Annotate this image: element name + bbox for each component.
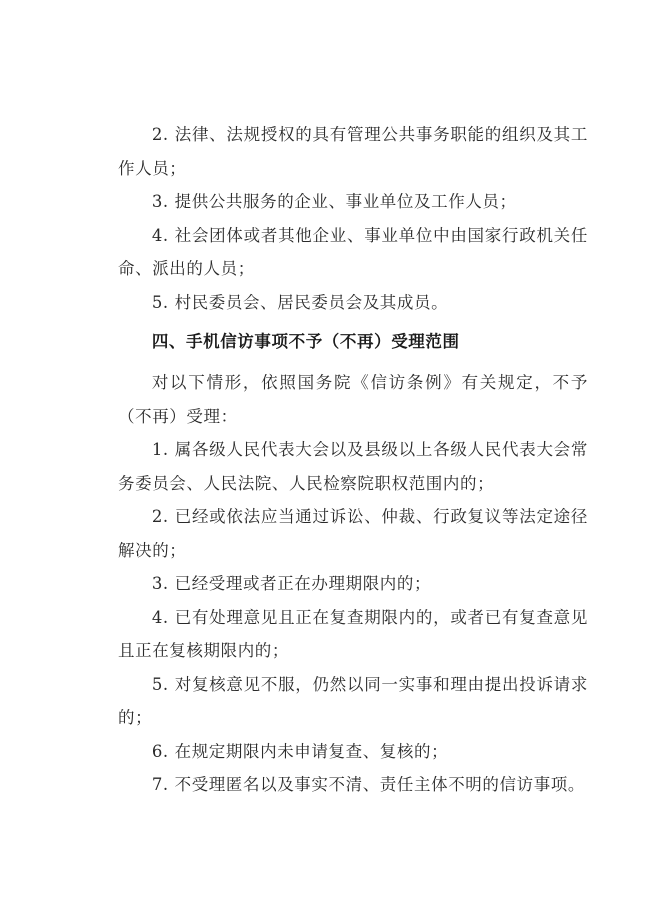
- list-item: 2. 已经或依法应当通过诉讼、仲裁、行政复议等法定途径解决的；: [118, 507, 588, 560]
- paragraph-item-2: 2. 法律、法规授权的具有管理公共事务职能的组织及其工作人员；: [118, 125, 588, 178]
- document-body: [118, 118, 588, 802]
- paragraph-item-4: 4. 社会团体或者其他企业、事业单位中由国家行政机关任命、派出的人员；: [118, 225, 588, 278]
- paragraph-item-5: 5. 村民委员会、居民委员会及其成员。: [151, 292, 449, 312]
- intro-paragraph: 对以下情形，依照国务院《信访条例》有关规定，不予（不再）受理：: [118, 373, 588, 426]
- list-item: 3. 已经受理或者正在办理期限内的；: [151, 574, 432, 593]
- list-item: 1. 属各级人民代表大会以及县级以上各级人民代表大会常务委员会、人民法院、人民检察院职权范围内的；: [118, 440, 588, 493]
- paragraph-item-3: 3. 提供公共服务的企业、事业单位及工作人员；: [151, 192, 517, 211]
- list-item: 6. 在规定期限内未申请复查、复核的；: [151, 741, 449, 761]
- section-heading: 四、手机信访事项不予（不再）受理范围: [151, 332, 460, 351]
- list-item: 5. 对复核意见不服，仍然以同一实事和理由提出投诉请求的；: [118, 674, 588, 727]
- list-item: 4. 已有处理意见且正在复查期限内的，或者已有复查意见且正在复核期限内的；: [118, 607, 588, 660]
- list-item: 7. 不受理匿名以及事实不清、责任主体不明的信访事项。: [151, 775, 585, 794]
